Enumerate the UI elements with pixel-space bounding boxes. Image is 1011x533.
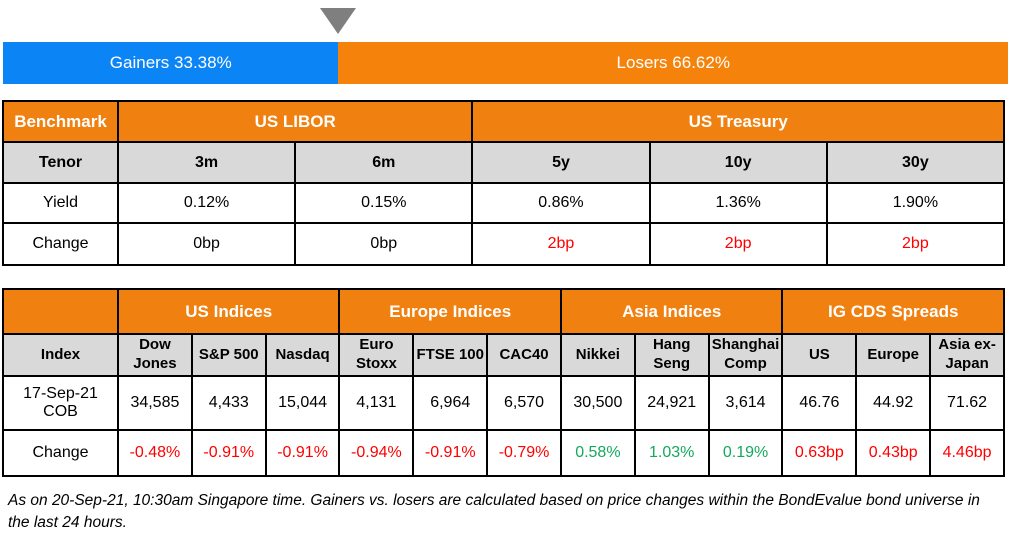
yield-cell: 0.15% <box>295 183 472 223</box>
index-value-cell: 71.62 <box>930 376 1004 430</box>
benchmark-header-row <box>3 101 1004 142</box>
tenor-label-cell: Tenor <box>3 142 118 183</box>
index-change-cell: -0.91% <box>413 430 487 476</box>
index-name-cell: Nikkei <box>561 334 635 376</box>
index-value-cell: 15,044 <box>266 376 340 430</box>
index-change-cell: 1.03% <box>635 430 709 476</box>
index-header-row <box>3 334 1004 376</box>
index-value-cell: 34,585 <box>118 376 192 430</box>
us-indices-group-header: US Indices <box>118 289 339 334</box>
europe-indices-group-header: Europe Indices <box>339 289 560 334</box>
us-treasury-group-header: US Treasury <box>472 101 1004 142</box>
index-value-cell: 44.92 <box>856 376 930 430</box>
gainers-losers-bar <box>3 42 1008 84</box>
benchmark-change-row <box>3 223 1004 265</box>
index-name-cell: S&P 500 <box>192 334 266 376</box>
index-change-cell: -0.91% <box>192 430 266 476</box>
footnote-text: As on 20-Sep-21, 10:30am Singapore time. Gainers vs. losers are calculated based on price changes within the BondEvalue bond universe in the last 24 hours. <box>8 492 980 532</box>
index-name-cell: Hang Seng <box>635 334 709 376</box>
losers-segment <box>338 42 1008 84</box>
index-change-cell: 0.43bp <box>856 430 930 476</box>
change-cell: 0bp <box>295 223 472 265</box>
index-name-cell: Europe <box>856 334 930 376</box>
tenor-cell: 5y <box>472 142 649 183</box>
index-change-cell: 4.46bp <box>930 430 1004 476</box>
yield-cell: 0.12% <box>118 183 295 223</box>
split-pointer-triangle-icon <box>320 8 356 34</box>
index-change-cell: -0.79% <box>487 430 561 476</box>
index-change-cell: 0.19% <box>709 430 783 476</box>
yield-row <box>3 183 1004 223</box>
change-cell: 0bp <box>118 223 295 265</box>
index-value-cell: 46.76 <box>782 376 856 430</box>
index-value-cell: 30,500 <box>561 376 635 430</box>
index-change-cell: 0.63bp <box>782 430 856 476</box>
gainers-label: Gainers 33.38% <box>109 53 232 72</box>
index-values-row <box>3 376 1004 430</box>
yield-cell: 1.90% <box>827 183 1004 223</box>
asia-indices-group-header: Asia Indices <box>561 289 782 334</box>
tenor-cell: 30y <box>827 142 1004 183</box>
index-value-cell: 4,433 <box>192 376 266 430</box>
yield-label-cell: Yield <box>3 183 118 223</box>
index-name-cell: Dow Jones <box>118 334 192 376</box>
values-date-cell: 17-Sep-21 COB <box>3 376 118 430</box>
index-name-cell: Nasdaq <box>266 334 340 376</box>
yield-cell: 1.36% <box>650 183 827 223</box>
index-change-cell: 0.58% <box>561 430 635 476</box>
index-value-cell: 4,131 <box>339 376 413 430</box>
index-name-cell: US <box>782 334 856 376</box>
index-value-cell: 3,614 <box>709 376 783 430</box>
index-value-cell: 24,921 <box>635 376 709 430</box>
change-cell: 2bp <box>827 223 1004 265</box>
us-libor-group-header: US LIBOR <box>118 101 472 142</box>
index-name-cell: CAC40 <box>487 334 561 376</box>
index-name-cell: Asia ex-Japan <box>930 334 1004 376</box>
index-change-cell: -0.91% <box>266 430 340 476</box>
tenor-cell: 6m <box>295 142 472 183</box>
index-name-cell: FTSE 100 <box>413 334 487 376</box>
index-change-row <box>3 430 1004 476</box>
index-label-cell: Index <box>3 334 118 376</box>
benchmark-table <box>2 100 1005 266</box>
yield-cell: 0.86% <box>472 183 649 223</box>
gainers-segment <box>3 42 338 84</box>
change-label-cell: Change <box>3 223 118 265</box>
index-value-cell: 6,964 <box>413 376 487 430</box>
change-cell: 2bp <box>472 223 649 265</box>
index-change-cell: -0.48% <box>118 430 192 476</box>
indices-table <box>2 288 1005 477</box>
change-cell: 2bp <box>650 223 827 265</box>
benchmark-corner-cell: Benchmark <box>3 101 118 142</box>
index-value-cell: 6,570 <box>487 376 561 430</box>
tenor-row <box>3 142 1004 183</box>
tenor-cell: 3m <box>118 142 295 183</box>
indices-group-header-row <box>3 289 1004 334</box>
tenor-cell: 10y <box>650 142 827 183</box>
index-change-cell: -0.94% <box>339 430 413 476</box>
losers-label: Losers 66.62% <box>616 53 730 72</box>
index-name-cell: Shanghai Comp <box>709 334 783 376</box>
index-name-cell: Euro Stoxx <box>339 334 413 376</box>
change-label-cell: Change <box>3 430 118 476</box>
indices-corner-cell <box>3 289 118 334</box>
ig-cds-spreads-group-header: IG CDS Spreads <box>782 289 1004 334</box>
